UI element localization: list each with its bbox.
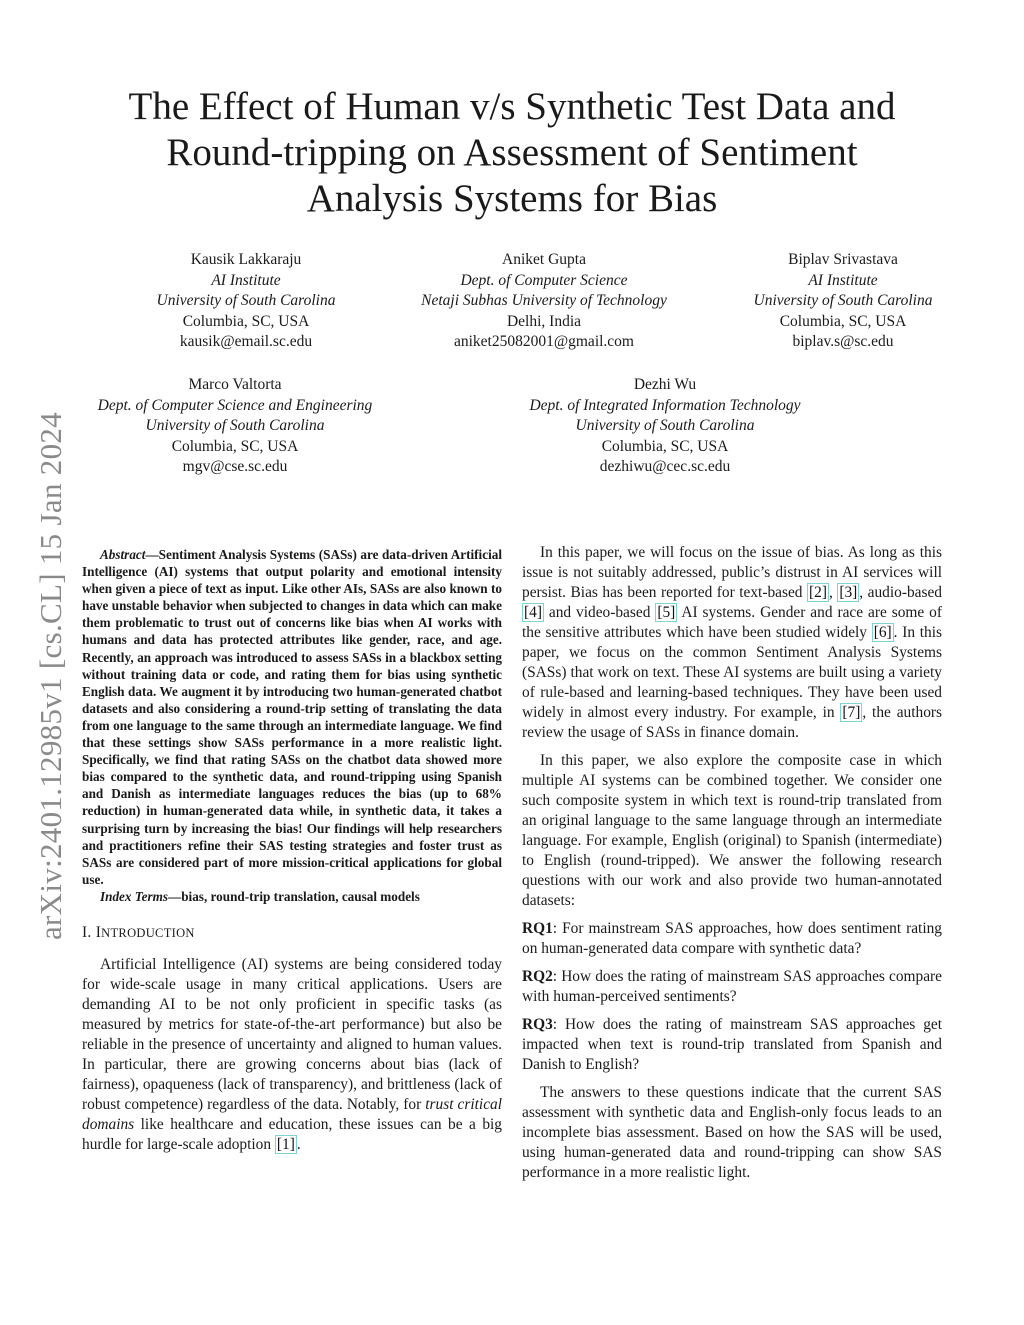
author-name: Marco Valtorta: [188, 376, 282, 393]
abstract-label: Abstract: [100, 547, 146, 562]
rq-label: RQ2: [522, 968, 553, 985]
text-run: AI systems. Gender and race are some of the sensitive attributes which have been studied widely: [522, 604, 942, 641]
text-run: like healthcare and education, these issues can be a big hurdle for large-scale adoption: [82, 1115, 502, 1153]
author-location: Columbia, SC, USA: [171, 437, 299, 455]
citation-link[interactable]: [3]: [839, 584, 858, 601]
index-terms-text: —bias, round-trip translation, causal models: [168, 888, 420, 904]
index-terms: [82, 888, 502, 905]
author-block: [146, 250, 346, 353]
rq-text: : How does the rating of mainstream SAS approaches compare with human-perceived sentiments?: [522, 968, 942, 1005]
intro-paragraph-3: In this paper, we also explore the composite case in which multiple AI systems can be combined together. We consider one such composite system in which text is round-trip translated from an original language to the same language through an intermediate language. For example, English (original) to Spanish (intermediate) to English (round-tripped). We answer the following research questions with our work and also provide two human-annotated datasets:: [522, 752, 942, 909]
title-line-2: Round-tripping on Assessment of Sentiment: [166, 131, 858, 174]
citation-link[interactable]: [1]: [276, 1135, 295, 1153]
section-number: I.: [82, 923, 92, 941]
author-block: [743, 250, 943, 353]
text-run: In this paper, we will focus on the issue of bias. As long as this issue is not suitably addressed, public’s distrust in AI services will persist. Bias has been reported for text-based: [522, 544, 942, 601]
author-location: Delhi, India: [506, 312, 582, 330]
rq-label: RQ3: [522, 1016, 553, 1033]
right-column: [522, 543, 942, 1183]
text-run: , the authors review the usage of SASs in finance domain.: [522, 704, 943, 741]
author-dept: Dept. of Computer Science and Engineering: [97, 396, 373, 414]
left-column: [82, 546, 502, 1155]
text-run: , audio-based: [859, 584, 942, 601]
section-first-letter: I: [95, 923, 102, 941]
author-univ: University of South Carolina: [575, 417, 755, 435]
author-email: biplav.s@sc.edu: [792, 333, 894, 351]
author-block: [404, 250, 684, 353]
section-heading: [82, 923, 502, 943]
author-email: dezhiwu@cec.sc.edu: [599, 458, 731, 476]
author-dept: AI Institute: [808, 271, 878, 289]
author-univ: University of South Carolina: [156, 292, 336, 310]
citation-link[interactable]: [4]: [524, 604, 542, 621]
text-run: .: [296, 1135, 301, 1153]
rq-text: : For mainstream SAS approaches, how does sentiment rating on human-generated data compare with synthetic data?: [522, 920, 942, 957]
author-name: Biplav Srivastava: [788, 251, 898, 268]
text-run: ,: [828, 584, 838, 601]
research-question-3: [522, 1015, 942, 1075]
emphasis: trust critical domains: [82, 1095, 502, 1133]
author-univ: University of South Carolina: [753, 292, 933, 310]
author-email: aniket25082001@gmail.com: [453, 333, 634, 351]
intro-paragraph-1: [82, 955, 502, 1155]
text-run: and video-based: [543, 604, 656, 621]
author-univ: Netaji Subhas University of Technology: [421, 292, 667, 310]
title-line-3: Analysis Systems for Bias: [306, 177, 718, 220]
author-email: kausik@email.sc.edu: [179, 333, 313, 351]
author-email: mgv@cse.sc.edu: [182, 458, 288, 476]
intro-paragraph-4: The answers to these questions indicate that the current SAS assessment with synthetic data and English-only focus leads to an incomplete bias assessment. Based on how the SAS will be used, using human-generated data and round-tripping can show SAS performance in a more realistic light.: [522, 1084, 942, 1181]
author-name: Kausik Lakkaraju: [190, 251, 302, 268]
research-question-2: [522, 967, 942, 1007]
rq-label: RQ1: [522, 920, 553, 937]
abstract: [82, 546, 502, 888]
title-line-1: The Effect of Human v/s Synthetic Test Data and: [128, 85, 896, 128]
author-location: Columbia, SC, USA: [601, 437, 729, 455]
author-dept: AI Institute: [211, 271, 281, 289]
author-location: Columbia, SC, USA: [779, 312, 907, 330]
abstract-text: —Sentiment Analysis Systems (SASs) are data-driven Artificial Intelligence (AI) systems that output polarity and emotional intensity when given a piece of text as input. Like other AIs, SASs are also known to have unstable behavior when subjected to changes in data which can make them problematic to trust out of concerns like bias when AI works with humans and data has protected attributes like gender, race, and age. Recently, an approach was introduced to assess SASs in a blackbox setting without training data or code, and rating them for bias using synthetic English data. We augment it by introducing two human-generated chatbot datasets and also considering a round-trip setting of translating the data from one language to the same through an intermediate language. We find that these settings show SASs performance in a more realistic light. Specifically, we find that rating SASs on the chatbot data showed more bias compared to the synthetic data, and round-tripping using Spanish and Danish as intermediate languages reduces the bias (up to 68% reduction) in human-generated data while, in synthetic data, it takes a surprising turn by increasing the bias! Our findings will help researchers and practitioners refine their SAS testing strategies and foster trust as SASs are considered part of more mission-critical applications for global use.: [82, 547, 502, 887]
citation-link[interactable]: [2]: [809, 584, 827, 601]
author-block: [80, 375, 390, 478]
citation-link[interactable]: [7]: [842, 704, 861, 721]
author-dept: Dept. of Integrated Information Technology: [529, 396, 801, 414]
paper-title: [0, 84, 1024, 222]
text-run: . In this paper, we focus on the common Sentiment Analysis Systems (SASs) that work on text. These AI systems are built using a variety of rule-based and learning-based techniques. They have been used widely in almost every industry. For example, in: [522, 624, 943, 721]
arxiv-watermark: arXiv:2401.12985v1 [cs.CL] 15 Jan 2024: [33, 411, 68, 940]
index-terms-label: Index Terms: [100, 888, 169, 904]
author-name: Aniket Gupta: [502, 251, 586, 268]
citation-link[interactable]: [6]: [873, 624, 892, 641]
intro-paragraph-2: [522, 543, 942, 743]
citation-link[interactable]: [5]: [657, 604, 676, 621]
text-run: Artificial Intelligence (AI) systems are being considered today for wide-scale usage in many critical applications. Users are demanding AI to be not only proficient in specific tasks (as measured by metrics for state-of-the-art performance) but also be reliable in the presence of uncertainty and aligned to human values. In particular, there are growing concerns about bias (lack of fairness), opaqueness (lack of transparency), and brittleness (lack of robust competence) regardless of the data. Notably, for: [82, 955, 502, 1113]
author-block: [512, 375, 818, 478]
author-location: Columbia, SC, USA: [182, 312, 310, 330]
section-rest: NTRODUCTION: [101, 925, 195, 940]
research-question-1: [522, 919, 942, 959]
author-name: Dezhi Wu: [633, 376, 697, 393]
author-dept: Dept. of Computer Science: [460, 271, 628, 289]
rq-text: : How does the rating of mainstream SAS approaches get impacted when text is round-trip translated from Spanish and Danish to English?: [522, 1016, 942, 1073]
author-univ: University of South Carolina: [145, 417, 325, 435]
